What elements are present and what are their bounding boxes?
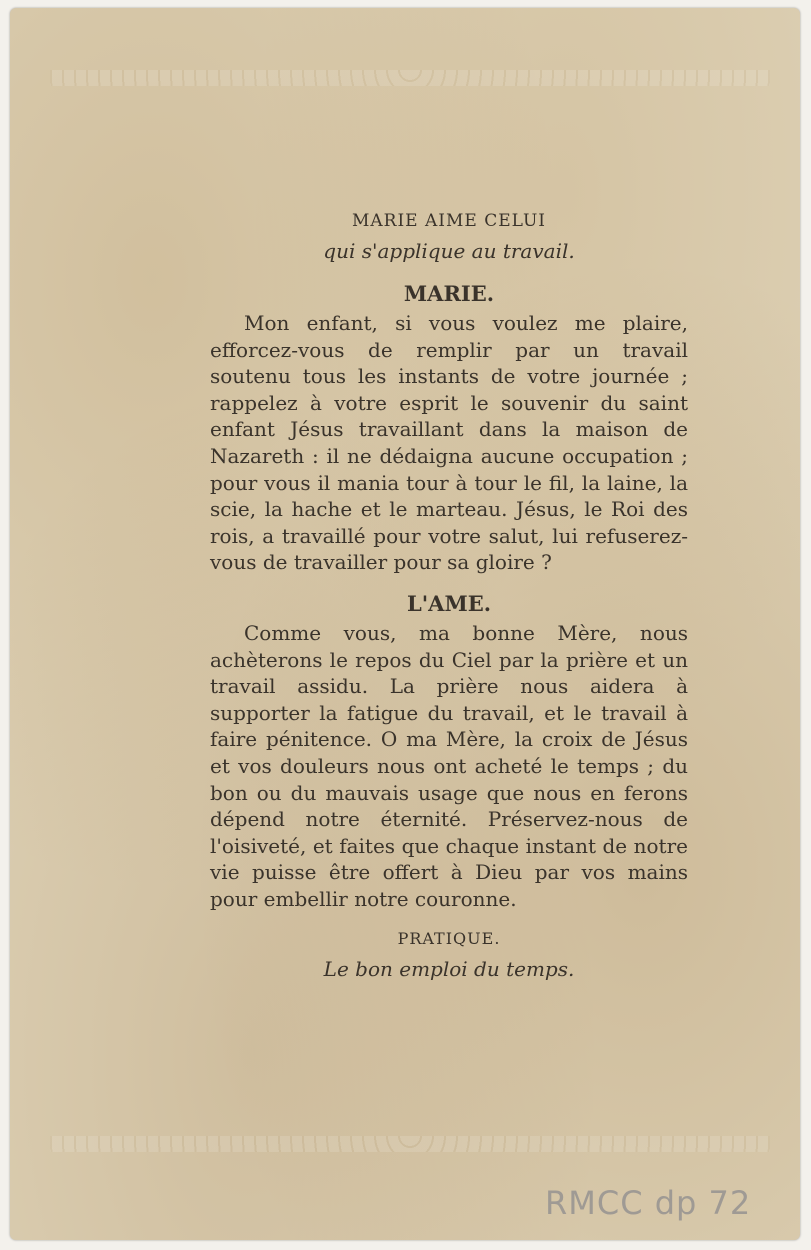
card-title: MARIE AIME CELUI <box>351 211 547 231</box>
pratique-heading: PRATIQUE. <box>397 929 501 949</box>
section-heading-marie: MARIE. <box>403 281 495 306</box>
embossed-border-bottom <box>50 1136 770 1152</box>
card-text-block <box>210 204 688 984</box>
section-text-marie: Mon enfant, si vous voulez me plaire, efforcez-vous de remplir par un travail soutenu tous les instants de votre journée ; rappelez à votre esprit le souvenir du saint enfant Jésus travaillant dans la maison de Nazareth : il ne dédaigna aucune occupation ; pour vous il mania tour à tour le fil, la laine, la scie, la hache et le marteau. Jésus, le Roi des rois, a travaillé pour votre salut, lui refuserez-vous de travailler pour sa gloire ? <box>210 311 688 575</box>
embossed-border-top <box>50 70 770 86</box>
card-subtitle: qui s'applique au travail. <box>323 239 575 263</box>
section-heading-ame: L'AME. <box>406 590 492 616</box>
pencil-shelfmark: RMCC dp 72 <box>545 1184 752 1222</box>
pratique-text: Le bon emploi du temps. <box>323 957 575 982</box>
section-text-ame: Comme vous, ma bonne Mère, nous achèterons le repos du Ciel par la prière et un travail assidu. La prière nous aidera à supporter la fatigue du travail, et le travail à faire pénitence. O ma Mère, la croix de Jésus et vos douleurs nous ont acheté le temps ; du bon ou du mauvais usage que nous en ferons dépend notre éternité. Préservez-nous de l'oisiveté, et faites que chaque instant de notre vie puisse être offert à Dieu par vos mains pour embellir notre couronne. <box>210 620 688 911</box>
devotional-card <box>10 8 800 1240</box>
